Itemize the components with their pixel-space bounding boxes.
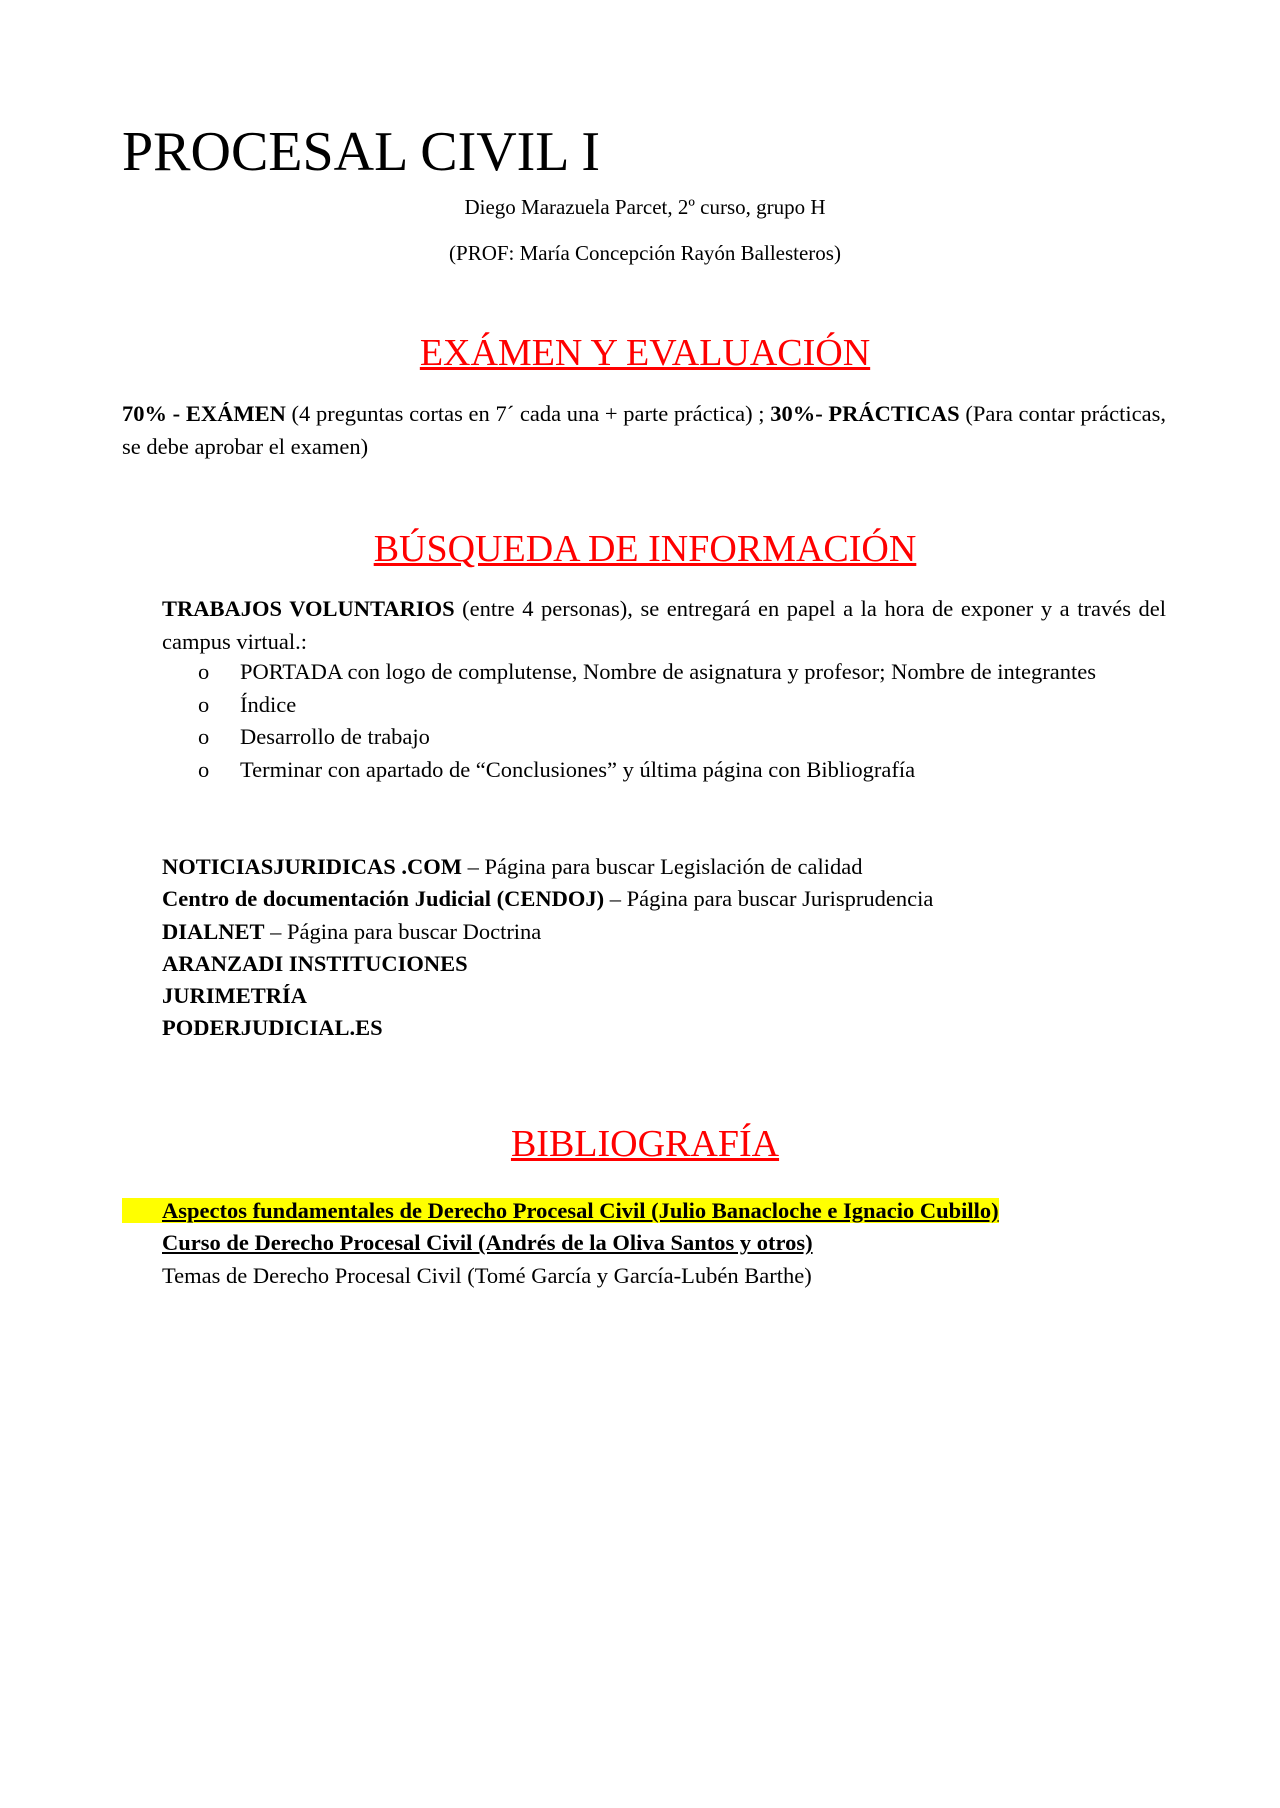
list-item-text: Terminar con apartado de “Conclusiones” y última página con Bibliografía [240, 756, 916, 782]
exam-paragraph [122, 397, 1166, 463]
list-item [198, 754, 1166, 787]
bibliography-heading: BIBLIOGRAFÍA [510, 1123, 780, 1165]
resource-name: ARANZADI INSTITUCIONES [162, 950, 468, 976]
trabajos-detail: (entre 4 personas), se entregará en papel a la hora de exponer y a través del campus virtual.: [162, 596, 1167, 654]
book-row [122, 1195, 999, 1227]
list-item-text: Índice [240, 691, 297, 717]
trabajos-label: TRABAJOS VOLUNTARIOS [162, 596, 455, 621]
resource-name: JURIMETRÍA [162, 983, 308, 1009]
resource-name: PODERJUDICIAL.ES [162, 1015, 383, 1041]
resource-row [162, 1012, 933, 1044]
resource-name: DIALNET [162, 918, 265, 944]
resource-row [162, 851, 933, 883]
requirements-list [198, 656, 1166, 786]
book-title-highlighted: Aspectos fundamentales de Derecho Procesal Civil (Julio Banacloche e Ignacio Cubillo) [122, 1198, 999, 1223]
document-title: PROCESAL CIVIL I [122, 121, 601, 183]
search-heading: BÚSQUEDA DE INFORMACIÓN [373, 528, 917, 570]
resource-desc: – Página para buscar Legislación de calidad [462, 854, 863, 879]
resource-name: Centro de documentación Judicial (CENDOJ) [162, 886, 605, 912]
resource-desc: – Página para buscar Jurisprudencia [604, 886, 934, 912]
list-item [198, 656, 1166, 689]
professor-line: (PROF: María Concepción Rayón Ballesteros) [449, 241, 841, 265]
list-item [198, 721, 1166, 754]
bullet-marker: o [198, 756, 210, 782]
trabajos-paragraph [162, 592, 1166, 658]
exam-weight: 70% - EXÁMEN [122, 401, 286, 426]
bibliography-list [122, 1195, 999, 1292]
resource-row [162, 948, 933, 980]
resource-list [162, 851, 933, 1045]
list-item [198, 689, 1166, 722]
book-row [122, 1260, 999, 1292]
bullet-marker: o [198, 659, 210, 684]
bullet-marker: o [198, 691, 210, 717]
practicas-weight: 30%- PRÁCTICAS [770, 401, 960, 426]
book-title: Curso de Derecho Procesal Civil (Andrés de la Oliva Santos y otros) [162, 1230, 813, 1256]
resource-desc: – Página para buscar Doctrina [264, 918, 542, 944]
book-row [122, 1227, 999, 1259]
list-item-text: Desarrollo de trabajo [240, 724, 430, 749]
author-line: Diego Marazuela Parcet, 2º curso, grupo H [464, 195, 826, 219]
list-item-text: PORTADA con logo de complutense, Nombre de asignatura y profesor; Nombre de integrantes [240, 659, 1097, 684]
bullet-marker: o [198, 724, 210, 749]
resource-name: NOTICIASJURIDICAS .COM [162, 854, 463, 879]
resource-row [162, 916, 933, 948]
book-title: Temas de Derecho Procesal Civil (Tomé García y García-Lubén Barthe) [162, 1262, 812, 1288]
resource-row [162, 883, 933, 915]
exam-detail: (4 preguntas cortas en 7´ cada una + parte práctica) ; [285, 401, 771, 426]
resource-row [162, 980, 933, 1012]
exam-heading: EXÁMEN Y EVALUACIÓN [419, 332, 871, 374]
practicas-detail: (Para contar prácticas, se debe aprobar el examen) [122, 401, 1166, 459]
